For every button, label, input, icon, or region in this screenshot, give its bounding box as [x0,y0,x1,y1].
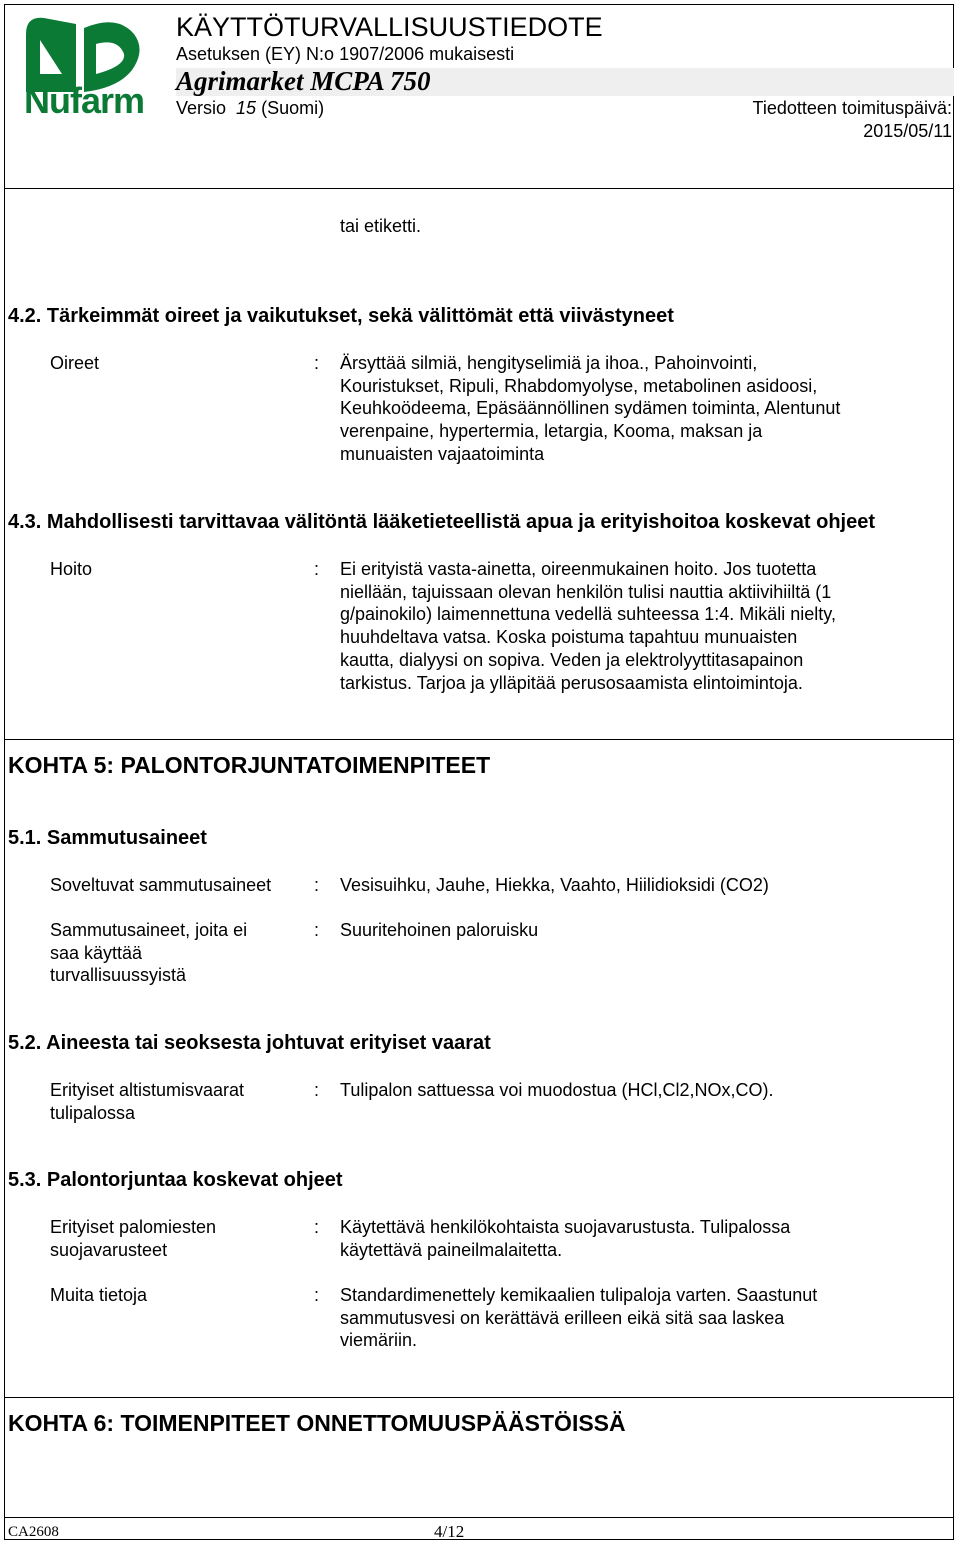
row-label-unsuitable-media [50,919,300,987]
row-colon: : [314,1217,320,1237]
row-value-suitable-media [340,874,940,897]
row-value-other-info [340,1284,940,1352]
row-value-fire-hazards [340,1079,940,1102]
row-value-unsuitable-media [340,919,940,942]
version-line [176,98,324,119]
value-line: g/painokilo) laimennettuna vedellä suhteessa 1:4. Mikäli nielty, [340,604,836,625]
product-name: Agrimarket MCPA 750 [176,66,431,96]
row-colon: : [314,1285,320,1305]
row-label-fire-hazards [50,1079,300,1124]
row-label-other-info [50,1284,300,1307]
row-value-protective-equipment [340,1216,940,1261]
label-line: Erityiset palomiesten [50,1217,217,1237]
value-line: huuhdeltava vatsa. Koska poistuma tapahtuu munuaisten [340,627,798,648]
section-heading-6: KOHTA 6: TOIMENPITEET ONNETTOMUUSPÄÄSTÖISSÄ [8,1410,626,1436]
version-label: Versio [176,98,227,118]
footer-page-number: 4/12 [434,1522,465,1541]
section-heading-5: KOHTA 5: PALONTORJUNTATOIMENPITEET [8,752,491,778]
header-divider [4,188,954,189]
subsection-heading-5-3: 5.3. Palontorjuntaa koskevat ohjeet [8,1169,343,1191]
label-line: Soveltuvat sammutusaineet [50,875,272,895]
value-line: sammutusvesi on kerättävä erilleen eikä sitä saa laskea [340,1307,785,1328]
document-title: KÄYTTÖTURVALLISUUSTIEDOTE [176,12,603,42]
value-line: verenpaine, hypertermia, letargia, Kooma, maksan ja [340,421,763,442]
value-line: Suuritehoinen paloruisku [340,920,539,940]
row-label-symptoms: Oireet [50,353,100,373]
value-line: Ei erityistä vasta-ainetta, oireenmukainen hoito. Jos tuotetta [340,559,817,579]
subsection-heading-4-3: 4.3. Mahdollisesti tarvittavaa välitöntä lääketieteellistä apua ja erityishoitoa koskevat ohjeet [8,511,876,533]
row-value-treatment [340,558,940,694]
value-line: käytettävä paineilmalaitetta. [340,1239,563,1260]
value-line: Käytettävä henkilökohtaista suojavarustusta. Tulipalossa [340,1217,791,1237]
row-label-protective-equipment [50,1216,300,1261]
row-label-treatment: Hoito [50,559,93,579]
carryover-text: tai etiketti. [340,216,422,236]
version-number: 15 [236,98,257,118]
regulation-line: Asetuksen (EY) N:o 1907/2006 mukaisesti [176,44,515,64]
value-line: munuaisten vajaatoiminta [340,443,545,464]
value-line: Kouristukset, Ripuli, Rhabdomyolyse, metabolinen asidoosi, [340,375,818,396]
footer-document-code: CA2608 [8,1524,59,1540]
row-colon: : [314,559,320,579]
section-rule [4,1397,954,1398]
row-colon: : [314,875,320,895]
version-language: (Suomi) [261,98,325,118]
row-colon: : [314,1080,320,1100]
value-line: Standardimenettely kemikaalien tulipaloja varten. Saastunut [340,1285,818,1305]
label-line: Erityiset altistumisvaarat [50,1080,245,1100]
logo-wordmark: Nufarm [24,80,145,121]
label-line: Sammutusaineet, joita ei [50,920,248,940]
value-line: kautta, dialyysi on sopiva. Veden ja elektrolyyttitasapainon [340,649,804,670]
section-rule [4,739,954,740]
label-line: turvallisuussyistä [50,965,187,986]
value-line: tarkistus. Tarjoa ja ylläpitää perusosaamista elintoimintoja. [340,672,803,693]
label-line: tulipalossa [50,1102,136,1123]
row-colon: : [314,920,320,940]
row-label-suitable-media [50,874,300,897]
issue-date-value: 2015/05/11 [863,121,952,141]
value-line: niellään, tajuissaan olevan henkilön tulisi nauttia aktiivihiiltä (1 [340,581,832,602]
label-line: suojavarusteet [50,1239,168,1260]
subsection-heading-4-2: 4.2. Tärkeimmät oireet ja vaikutukset, sekä välittömät että viivästyneet [8,305,674,327]
issue-date-label: Tiedotteen toimituspäivä: [752,98,952,118]
value-line: Tulipalon sattuessa voi muodostua (HCl,Cl2,NOx,CO). [340,1080,774,1100]
subsection-heading-5-2: 5.2. Aineesta tai seoksesta johtuvat erityiset vaarat [8,1032,491,1054]
subsection-heading-5-1: 5.1. Sammutusaineet [8,827,207,849]
value-line: Vesisuihku, Jauhe, Hiekka, Vaahto, Hiilidioksidi (CO2) [340,875,769,895]
row-colon: : [314,353,320,373]
footer-divider [4,1517,954,1518]
label-line: saa käyttää [50,942,143,963]
value-line: viemäriin. [340,1330,418,1351]
row-value-symptoms [340,352,940,466]
value-line: Keuhkoödeema, Epäsäännöllinen sydämen toiminta, Alentunut [340,398,841,419]
label-line: Muita tietoja [50,1285,148,1305]
value-line: Ärsyttää silmiä, hengityselimiä ja ihoa., Pahoinvointi, [340,353,758,373]
